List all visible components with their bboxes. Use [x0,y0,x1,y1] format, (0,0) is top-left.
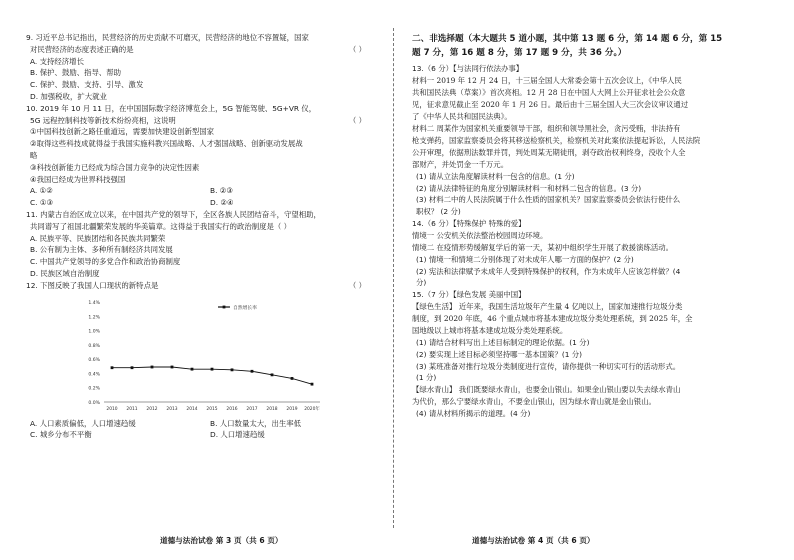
q10-option-c: C. ①③ [30,198,54,208]
q11-option-a: A. 民族平等、民族团结和各民族共同繁荣 [30,233,166,243]
q9-option-b: B. 保护、鼓励、指导、帮助 [30,68,122,78]
q15-green-hills-line-1: 【绿水青山】 我们既要绿水青山，也要金山银山。如果金山银山要以失去绿水青山 [412,385,681,395]
y-tick-label: 0.2% [88,386,100,392]
q13-material-2-line-3: 公开审理，依据刑法数罪并罚，判处周某无期徒刑，剥夺政治权利终身，没收个人全 [412,147,686,157]
q10-item-3: ③科技创新能力已经成为综合国力竞争的决定性因素 [30,162,200,172]
legend-marker [223,305,226,308]
x-tick-label: 2012 [146,406,158,412]
data-point [271,373,274,376]
q13-material-2-line-2: 枪支弹药，国家监察委员会将其移送检察机关，检察机关对此案依法提起诉讼，人民法院 [412,135,701,145]
q15-green-life-line-1: 【绿色生活】 近年来，我国生活垃圾年产生量 4 亿吨以上，国家加速推行垃圾分类 [412,301,683,311]
data-point [291,377,294,380]
data-point [111,366,114,369]
population-chart [70,294,330,416]
q13-material-1-line-3: 见，征求意见截止至 2020 年 1 月 26 日。最后由十三届全国人大三次会议审议通过 [412,99,689,109]
q12-option-c: C. 城乡分布不平衡 [30,430,92,440]
y-tick-label: 1.4% [88,300,100,306]
q14-question-2: (2) 宪法和法律赋予未成年人受到特殊保护的权利，作为未成年人应该怎样做？(4 [416,266,681,276]
x-tick-label: 2011 [126,406,138,412]
data-point [191,367,194,370]
chart-legend [218,304,257,311]
q11-stem: 11. 内蒙古自治区成立以来，在中国共产党的领导下，全区各族人民团结奋斗，守望相助， [26,209,321,219]
data-point [251,369,254,372]
q15-question-3-cont: (1 分) [416,373,437,383]
q13-material-1-line-4: 了《中华人民共和国民法典》。 [412,111,512,121]
x-tick-label: 2015 [206,406,218,412]
q10-options-row2 [26,197,382,209]
q14-question-2-cont: 分) [416,278,427,288]
q15-question-1: (1) 请结合材料写出上述目标制定的理论依据。(1 分) [416,337,590,347]
q9-option-c: C. 保护、鼓励、支持、引导、激发 [30,80,144,90]
q13-question-3-cont: 职权？ (2 分) [416,207,461,217]
data-point [171,365,174,368]
q12-options-row1 [26,418,382,430]
y-tick-label: 0.8% [88,343,100,349]
data-point [311,382,314,385]
q15-question-2: (2) 要实现上述目标必须坚持哪一基本国策？(1 分) [416,349,583,359]
y-tick-label: 0.0% [88,400,100,406]
x-tick-label: 2020年 [304,406,320,412]
section-heading-cont: 题 7 分，第 16 题 8 分，第 17 题 9 分，共 36 分。） [412,48,627,58]
q11-option-d: D. 民族区域自治制度 [30,268,100,278]
x-tick-label: 2017 [246,406,258,412]
page-4-footer: 道德与法治试卷 第 4 页（共 6 页） [472,536,595,545]
page-3 [0,0,390,560]
q14-question-1: (1) 情境一和情境二分别体现了对未成年人哪一方面的保护？(2 分) [416,254,634,264]
q13-material-2-line-4: 部财产，并处罚金一千万元。 [412,159,509,169]
q13-material-1-line-1: 材料一 2019 年 12 月 24 日，十三届全国人大常委会第十五次会议上，《中华人民 [412,75,682,85]
q13-question-3: (3) 材料二中的人民法院属于什么性质的国家机关？国家监察委员会依法行使什么 [416,195,681,205]
q12-option-b: B. 人口数量太大，出生率低 [210,418,302,428]
q11-stem-cont: 共同谱写了祖国北疆繁荣发展的华美篇章。这得益于我国实行的政治制度是（ ） [30,221,292,231]
q13-material-2-line-1: 材料二 周某作为国家机关重要领导干部，组织和领导黑社会，贪污受贿，非法持有 [412,123,681,133]
q9-option-a: A. 支持经济增长 [30,56,84,66]
q10-item-2: ②取得这些科技成就得益于我国实施科教兴国战略、人才强国战略、创新驱动发展战 [30,139,303,149]
q12-option-d: D. 人口增速趋缓 [210,430,265,440]
data-point [231,368,234,371]
q13-question-2: (2) 请从法律特征的角度分别解读材料一和材料二包含的信息。(3 分) [416,183,642,193]
x-tick-label: 2010 [106,406,118,412]
data-point [211,367,214,370]
data-point [131,366,134,369]
q10-item-2-cont: 略 [30,150,38,160]
q10-item-1: ①中国科技创新之路任重道远，需要加快建设创新型国家 [30,127,215,137]
q13-head: 13.（6 分）【与法同行依法办事】 [412,64,524,73]
q11-option-b: B. 公有制为主体、多种所有制经济共同发展 [30,245,173,255]
y-tick-label: 1.2% [88,314,100,320]
q15-head: 15.（7 分）【绿色发展 美丽中国】 [412,290,526,300]
q15-question-4: (4) 请从材料所揭示的道理。(4 分) [416,409,531,419]
x-tick-label: 2018 [266,406,278,412]
x-tick-label: 2016 [226,406,238,412]
section-heading: 二、非选择题（本大题共 5 道小题，其中第 13 题 6 分，第 14 题 6 分，第 15 [412,34,723,44]
q9-stem: 9. 习近平总书记指出，民营经济的历史贡献不可磨灭，民营经济的地位不容置疑，国家 [26,33,309,42]
x-tick-label: 2014 [186,406,198,412]
chart-y-ticks [88,300,100,406]
column-divider [393,28,394,528]
q14-scenario-2: 情境二 在疫情形势缓解复学后的第一天，某初中组织学生开展了救援演练活动。 [412,242,674,252]
q13-question-1: (1) 请从立法角度解读材料一包含的信息。(1 分) [416,171,575,181]
q12-stem: 12. 下图反映了我国人口现状的新特点是 （ ） [26,280,366,290]
q9-option-d: D. 加强税收，扩大就业 [30,91,107,101]
legend-label: 自然增长率 [233,305,257,311]
q10-item-4: ④我国已经成为世界科技强国 [30,174,126,184]
q12-options-row2 [26,429,382,441]
q10-option-b: B. ②③ [210,186,234,196]
q11-option-c: C. 中国共产党领导的多党合作和政治协商制度 [30,257,181,267]
q10-options-row1 [26,185,382,197]
y-tick-label: 0.6% [88,357,100,363]
page-3-footer: 道德与法治试卷 第 3 页（共 6 页） [160,536,283,545]
q10-option-d: D. ②④ [210,198,234,208]
q10-stem-cont: 5G 远程控制科技等新技术纷纷亮相，这说明 （ ） [30,115,366,125]
q14-head: 14.（6 分）【特殊保护 特殊的爱】 [412,218,526,228]
q13-material-1-line-2: 共和国民法典（草案）》首次亮相。12 月 28 日在中国人大网上公开征求社会公众意 [412,87,686,97]
q12-option-a: A. 人口素质偏低，人口增速趋缓 [30,418,136,428]
q10-stem: 10. 2019 年 10 月 11 日，在中国国际数字经济博览会上，5G 智能驾驶、5G+VR 仪， [26,103,317,113]
q10-option-a: A. ①② [30,186,53,196]
q15-green-life-line-2: 制度，到 2020 年底，46 个重点城市将基本建成垃圾分类处理系统，到 2025 年，全 [412,313,693,323]
data-point [151,365,154,368]
y-tick-label: 0.4% [88,371,100,377]
page-4 [398,0,794,560]
y-tick-label: 1.0% [88,329,100,335]
q15-question-3: (3) 某班准备对推行垃圾分类制度进行宣传，请你提供一种切实可行的活动形式。 [416,361,681,371]
x-tick-label: 2013 [166,406,178,412]
chart-x-ticks [106,405,320,412]
q15-green-life-line-3: 国地级以上城市将基本建成垃圾分类处理系统。 [412,325,568,335]
q15-green-hills-line-2: 为代价，那么宁要绿水青山，不要金山银山，因为绿水青山就是金山银山。 [412,397,656,407]
chart-series [111,365,314,385]
q14-scenario-1: 情境一 公安机关依法整治校园周边环境。 [412,230,548,240]
q9-stem-cont: 对民营经济的态度表述正确的是 （ ） [30,44,366,54]
x-tick-label: 2019 [286,406,298,412]
